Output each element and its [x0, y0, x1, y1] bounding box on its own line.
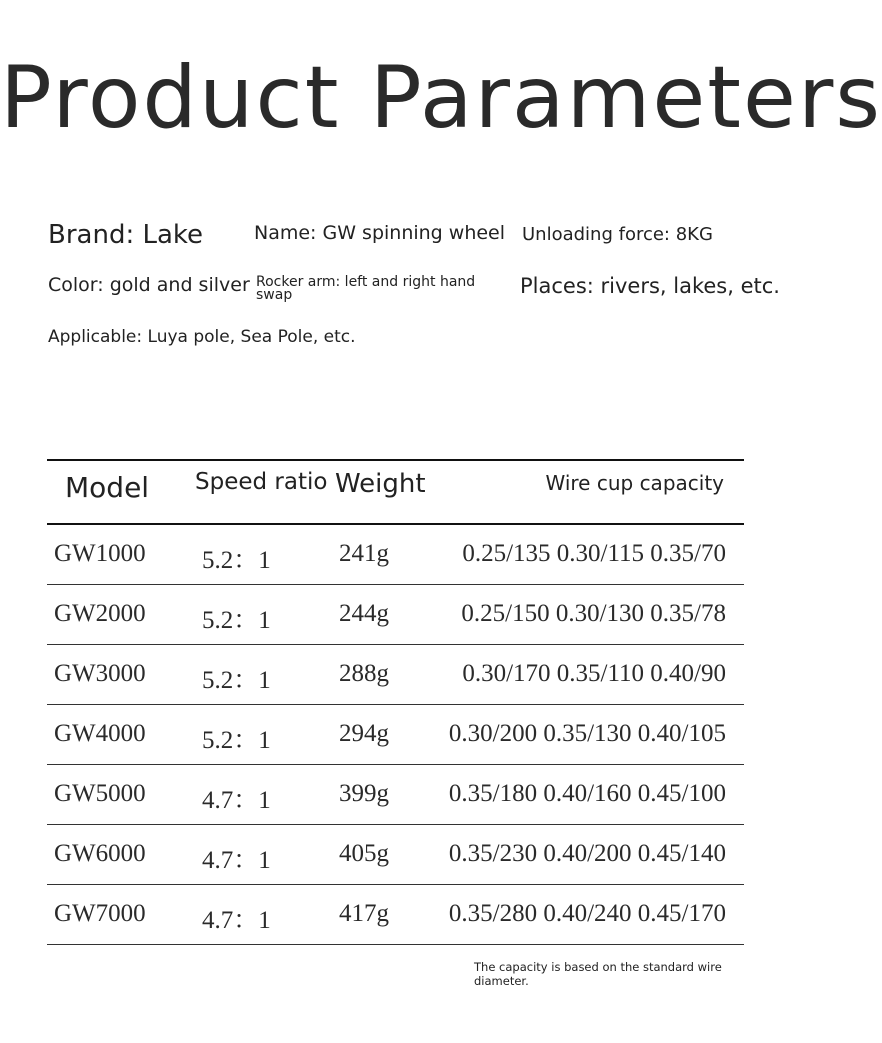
cell-weight: 288g	[339, 660, 389, 687]
spec-brand: Brand: Lake	[48, 220, 204, 250]
cell-capacity: 0.35/280 0.40/240 0.45/170	[448, 900, 726, 927]
spec-color: Color: gold and silver	[48, 274, 250, 296]
cell-model: GW3000	[54, 660, 146, 687]
cell-speed-ratio: 5.2：1	[202, 607, 271, 634]
cell-speed-ratio: 4.7：1	[202, 787, 271, 814]
cell-model: GW2000	[54, 600, 146, 627]
cell-speed-ratio: 5.2：1	[202, 547, 271, 574]
spec-unloading-force: Unloading force: 8KG	[522, 224, 713, 245]
cell-weight: 294g	[339, 720, 389, 747]
cell-weight: 241g	[339, 540, 389, 567]
page-title: Product Parameters	[0, 48, 882, 148]
table-row	[47, 765, 744, 825]
cell-weight: 417g	[339, 900, 389, 927]
parameters-table	[47, 459, 744, 945]
table-row	[47, 705, 744, 765]
table-row	[47, 825, 744, 885]
cell-weight: 244g	[339, 600, 389, 627]
table-row	[47, 585, 744, 645]
cell-capacity: 0.25/150 0.30/130 0.35/78	[461, 600, 726, 627]
spec-rocker-arm: Rocker arm: left and right hand swap	[256, 274, 476, 303]
table-row	[47, 885, 744, 945]
cell-capacity: 0.30/170 0.35/110 0.40/90	[462, 660, 726, 687]
header-model: Model	[65, 471, 150, 504]
cell-model: GW6000	[54, 840, 146, 867]
cell-model: GW1000	[54, 540, 146, 567]
cell-model: GW7000	[54, 900, 146, 927]
cell-weight: 399g	[339, 780, 389, 807]
cell-model: GW5000	[54, 780, 146, 807]
cell-weight: 405g	[339, 840, 389, 867]
header-capacity: Wire cup capacity	[545, 471, 724, 495]
cell-speed-ratio: 5.2：1	[202, 667, 271, 694]
spec-name: Name: GW spinning wheel	[254, 222, 506, 244]
table-header	[47, 459, 744, 525]
cell-speed-ratio: 5.2：1	[202, 727, 271, 754]
cell-capacity: 0.25/135 0.30/115 0.35/70	[462, 540, 726, 567]
cell-capacity: 0.35/230 0.40/200 0.45/140	[448, 840, 726, 867]
header-speed-ratio: Speed ratio	[195, 469, 328, 495]
cell-model: GW4000	[54, 720, 146, 747]
cell-capacity: 0.30/200 0.35/130 0.40/105	[448, 720, 726, 747]
cell-capacity: 0.35/180 0.40/160 0.45/100	[448, 780, 726, 807]
table-row	[47, 525, 744, 585]
capacity-footnote: The capacity is based on the standard wire diameter.	[474, 960, 722, 988]
header-weight: Weight	[335, 469, 426, 499]
cell-speed-ratio: 4.7：1	[202, 907, 271, 934]
spec-applicable: Applicable: Luya pole, Sea Pole, etc.	[48, 327, 356, 347]
cell-speed-ratio: 4.7：1	[202, 847, 271, 874]
spec-places: Places: rivers, lakes, etc.	[520, 274, 780, 298]
table-row	[47, 645, 744, 705]
